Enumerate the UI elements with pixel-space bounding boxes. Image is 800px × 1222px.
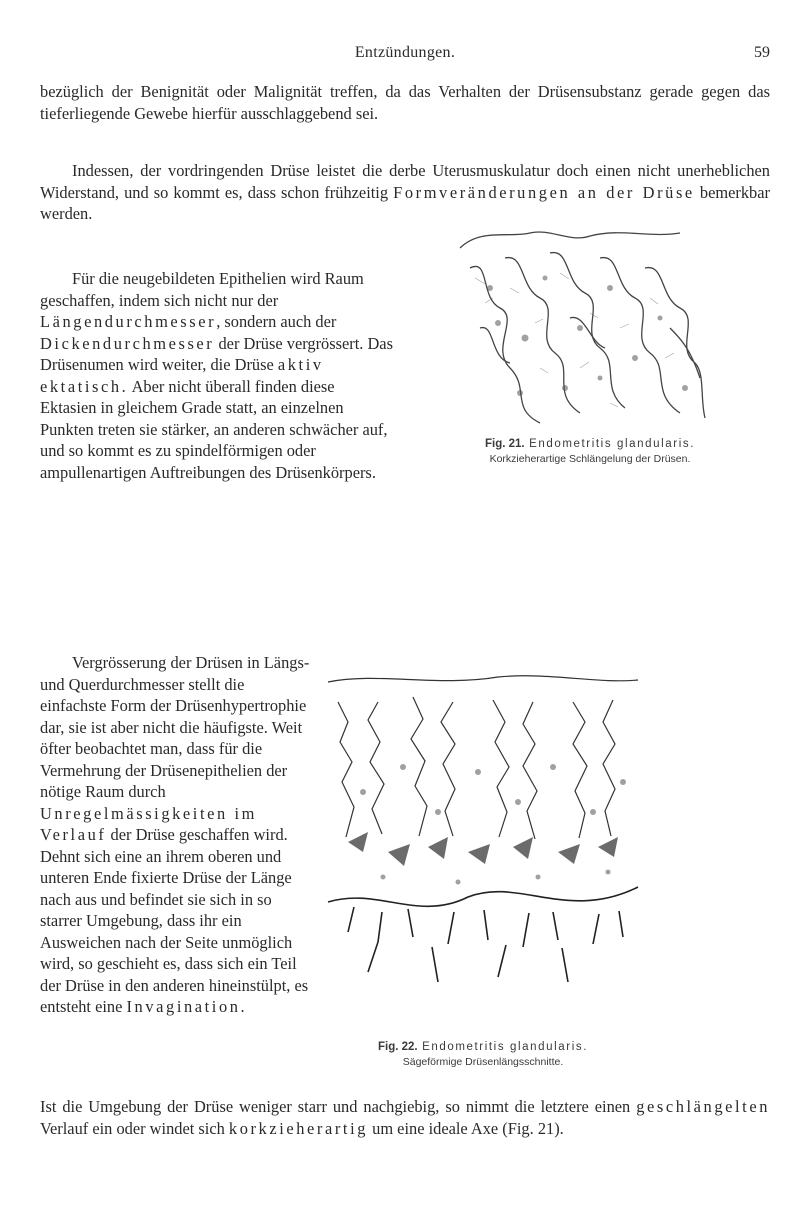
figure-title: Endometritis glandularis. xyxy=(422,1041,588,1053)
paragraph-2-cont xyxy=(40,268,395,483)
figure-21-caption xyxy=(410,434,770,465)
emphasis-text: geschlängelten xyxy=(636,1097,770,1116)
emphasis-text: korkzieherartig xyxy=(228,1118,369,1138)
text-run: Aber nicht überall finden diese Ektasien in gleichem Grade statt, an einzelnen Punkten treten sie stärker, an anderen schwächer auf, und so kommt es zu spindelförmigen oder ampullenartigen Auftreibungen des Drüsenkörpers. xyxy=(40,376,388,482)
text-run: der Drüse geschaffen wird. Dehnt sich eine an ihrem oberen und unteren Ende fixierte Drüse der Länge nach aus und befindet sie sich in so starrer Umgebung, dass ihr ein Ausweichen nach der Seite unmöglich wird, so geschieht es, dass sich ein Teil der Drüse in den anderen hineinstülpt, es entsteht eine xyxy=(40,825,309,1016)
emphasis-text: Längendurchmesser xyxy=(40,312,217,331)
figure-title: Endometritis glandularis. xyxy=(529,438,695,450)
paragraph-2 xyxy=(40,160,770,225)
paragraph-3 xyxy=(40,652,310,1018)
text-run: Indessen, der vordringenden Drüse leistet die derbe Uterusmuskulatur doch einen nicht unerheblichen Widerstand, und so kommt es, dass schon frühzeitig xyxy=(40,161,770,202)
emphasis-text: aktiv ektatisch. xyxy=(40,355,324,396)
text-run: , sondern auch der xyxy=(216,312,337,331)
figure-subtitle: Korkzieherartige Schlängelung der Drüsen. xyxy=(489,453,691,465)
text-run: Ist die Umgebung der Drüse weniger starr und nachgiebig, so nimmt die letztere einen xyxy=(40,1097,631,1116)
emphasis-text: Formveränderungen an der Drüse xyxy=(393,182,695,202)
text-run: um eine ideale Axe (Fig. 21). xyxy=(372,1118,564,1138)
running-head: Entzündungen. xyxy=(354,44,456,61)
paragraph-1: bezüglich der Benignität oder Malignität treffen, da das Verhalten der Drüsensubstanz gerade gegen das tieferliegende Gewebe hierfür ausschlaggebend sei. xyxy=(40,82,770,123)
figure-number: Fig. 21. xyxy=(485,438,525,450)
emphasis-text: Unregelmässigkeiten im Verlauf xyxy=(40,803,257,844)
text-run: bemerkbar werden. xyxy=(40,182,770,223)
figure-21 xyxy=(410,228,770,528)
text-run: Vergrösserung der Drüsen in Längs- und Querdurchmesser stellt die einfachste Form der Drüsenhypertrophie dar, sie ist aber nicht die häufigste. Weit öfter beobachtet man, dass für die Vermehrung der Drüsenepithelien der nötige Raum durch xyxy=(40,653,310,801)
figure-subtitle: Sägeförmige Drüsenlängsschnitte. xyxy=(402,1056,564,1068)
figure-number: Fig. 22. xyxy=(378,1041,418,1053)
emphasis-text: Invagination. xyxy=(126,997,248,1016)
emphasis-text: Dickendurchmesser xyxy=(40,333,215,353)
figure-22-illustration xyxy=(318,672,648,1027)
text-run: Für die neugebildeten Epithelien wird Raum geschaffen, indem sich nicht nur der xyxy=(40,269,364,310)
text-run: Verlauf ein oder windet sich xyxy=(40,1118,225,1138)
page-number: 59 xyxy=(754,44,770,61)
figure-21-illustration xyxy=(450,228,710,428)
paragraph-4 xyxy=(40,1096,770,1139)
figure-22-caption xyxy=(318,1037,648,1068)
page-header xyxy=(40,44,770,66)
figure-22 xyxy=(318,672,773,1092)
text-run: der Drüse vergrössert. Das Drüsenumen wird weiter, die Drüse xyxy=(40,333,393,374)
